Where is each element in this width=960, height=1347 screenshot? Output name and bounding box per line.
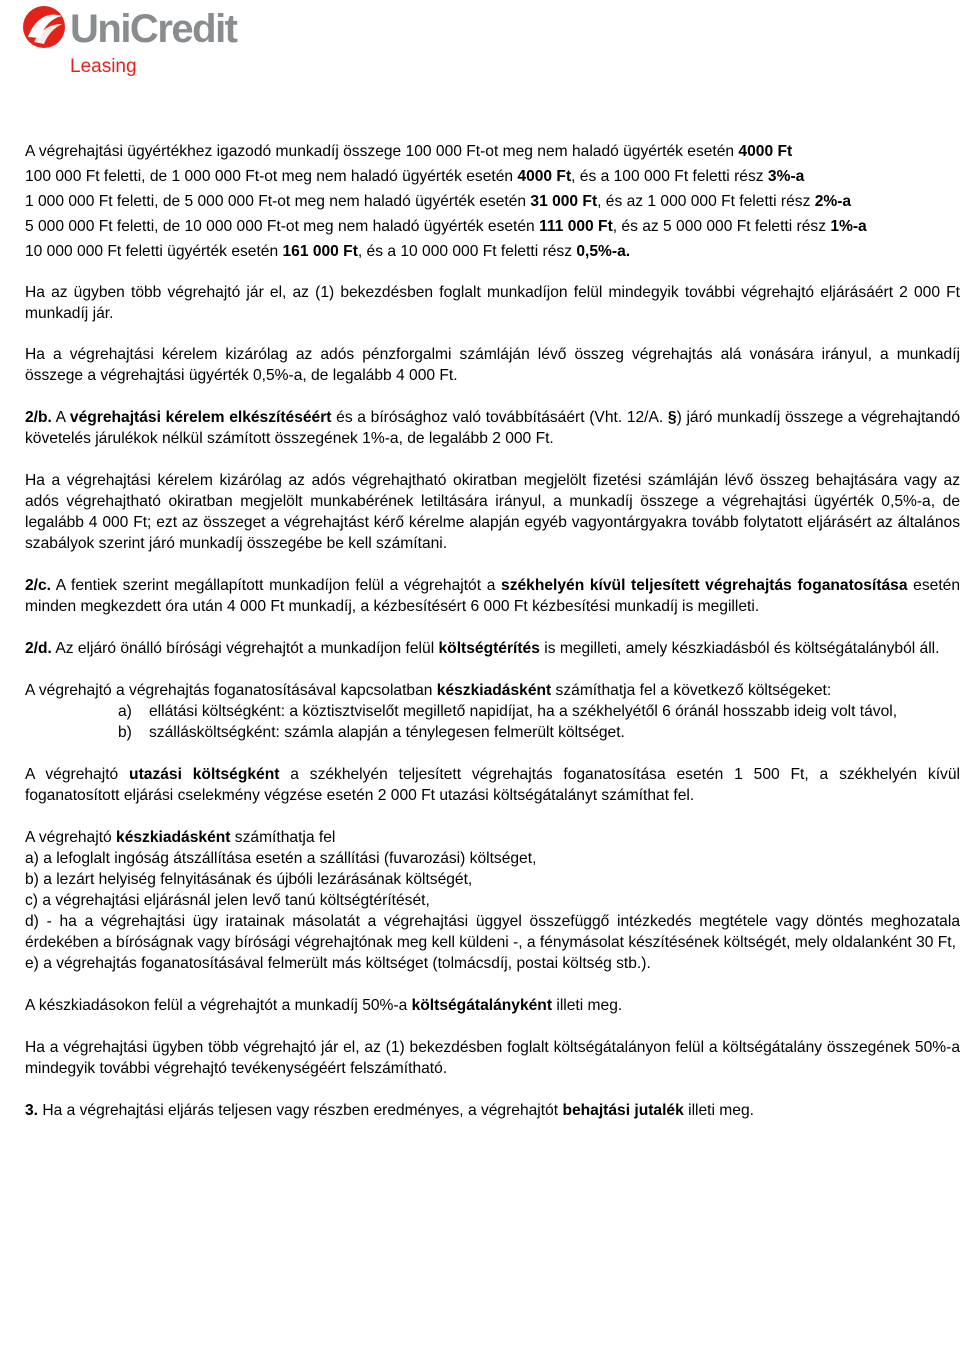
list-item: b) szállásköltségként: számla alapján a ténylegesen felmerült költséget. xyxy=(118,724,625,741)
tier-line: 5 000 000 Ft feletti, de 10 000 000 Ft-ot meg nem haladó ügyérték esetén 111 000 Ft, és az 5 000 000 Ft feletti rész 1%-a xyxy=(25,218,867,235)
expense-list xyxy=(25,701,960,743)
list-item: b) a lezárt helyiség felnyitásának és újbóli lezárásának költségét, xyxy=(25,871,473,888)
paragraph-account-only: Ha a végrehajtási kérelem kizárólag az adós pénzforgalmi számláján lévő összeg végrehajtás alá vonására irányul, a munkadíj összege a végrehajtási ügyérték 0,5%-a, de legalább 4 000 Ft. xyxy=(25,346,960,384)
section-2d: 2/d. Az eljáró önálló bírósági végrehajtót a munkadíjon felül költségtérítés is megilleti, amely készkiadásból és költségátalányból áll. xyxy=(25,640,940,657)
unicredit-leasing-logo xyxy=(22,4,262,76)
brand-name: UniCredit xyxy=(70,7,237,51)
section-3: 3. Ha a végrehajtási eljárás teljesen vagy részben eredményes, a végrehajtót behajtási jutalék illeti meg. xyxy=(25,1102,754,1119)
paragraph-multi-executor: Ha az ügyben több végrehajtó jár el, az (1) bekezdésben foglalt munkadíjon felül mindegyik további végrehajtó eljárásáért 2 000 Ft munkadíj jár. xyxy=(25,284,960,322)
section-2b: 2/b. A végrehajtási kérelem elkészítéséért és a bírósághoz való továbbításáért (Vht. 12/A. §) járó munkadíj összege a végrehajtandó követelés járulékok nélkül számított összegének 1%-a, de legalább 2 000 Ft. xyxy=(25,409,960,447)
unicredit-ball-icon xyxy=(23,6,65,48)
paragraph-document-based: Ha a végrehajtási kérelem kizárólag az adós végrehajtható okiratban megjelölt fizetési számláján lévő összeg behajtására vagy az adós végrehajtható okiratban megjelölt munkabérének letiltására irányul, a munkadíj összege a végrehajtási ügyérték 0,5%-a, de legalább 4 000 Ft; ezt az összeget a végrehajtást kérő kérelme alapján egyéb vagyontárgyakra tovább folytatott eljárásért az általános szabályok szerint járó munkadíj összegébe be kell számítani. xyxy=(25,472,960,552)
list-item: e) a végrehajtás foganatosításával felmerült más költséget (tolmácsdíj, postai költség stb.). xyxy=(25,955,651,972)
list-item: a) ellátási költségként: a köztisztviselőt megillető napidíjat, ha a székhelyétől 6 óránál hosszabb ideig volt távol, xyxy=(118,703,898,720)
list-item: a) a lefoglalt ingóság átszállítása esetén a szállítási (fuvarozási) költséget, xyxy=(25,850,537,867)
document-body xyxy=(25,141,960,1121)
cash-expense-block xyxy=(25,827,960,974)
fee-tiers xyxy=(25,141,960,262)
paragraph-flat-rate: A készkiadásokon felül a végrehajtót a munkadíj 50%-a költségátalányként illeti meg. xyxy=(25,997,623,1014)
paragraph-expenses-intro: A végrehajtó a végrehajtás foganatosításával kapcsolatban készkiadásként számíthatja fel a következő költségeket: xyxy=(25,682,832,699)
list-item: d) - ha a végrehajtási ügy iratainak másolatát a végrehajtási üggyel összefüggő intézkedés megtétele vagy döntés meghozatala érdekében a bíróságnak vagy bírósági végrehajtónak meg kell küldeni -, a fénymásolat készítésének költségét, mely oldalanként 30 Ft, xyxy=(25,913,960,951)
section-2c: 2/c. A fentiek szerint megállapított munkadíjon felül a végrehajtót a székhelyén kívül teljesített végrehajtás foganatosítása esetén minden megkezdett óra után 4 000 Ft munkadíj, a kézbesítésért 6 000 Ft kézbesítési munkadíj is megilleti. xyxy=(25,577,960,615)
cash-expense-intro: A végrehajtó készkiadásként számíthatja fel xyxy=(25,829,336,846)
paragraph-travel-costs: A végrehajtó utazási költségként a székhelyén teljesített végrehajtás foganatosítása esetén 1 500 Ft, a székhelyén kívül foganatosított eljárási cselekmény végzése esetén 2 000 Ft utazási költségátalányt számíthat fel. xyxy=(25,766,960,804)
paragraph-flat-multi: Ha a végrehajtási ügyben több végrehajtó jár el, az (1) bekezdésben foglalt költségátalányon felül a költségátalány összegének 50%-a mindegyik további végrehajtó tevékenységéért felszámítható. xyxy=(25,1039,960,1077)
tier-line: A végrehajtási ügyértékhez igazodó munkadíj összege 100 000 Ft-ot meg nem haladó ügyérték esetén 4000 Ft xyxy=(25,143,793,160)
list-item: c) a végrehajtási eljárásnál jelen levő tanú költségtérítését, xyxy=(25,892,430,909)
tier-line: 10 000 000 Ft feletti ügyérték esetén 161 000 Ft, és a 10 000 000 Ft feletti rész 0,5%-a. xyxy=(25,243,631,260)
tier-line: 1 000 000 Ft feletti, de 5 000 000 Ft-ot meg nem haladó ügyérték esetén 31 000 Ft, és az 1 000 000 Ft feletti rész 2%-a xyxy=(25,193,852,210)
brand-sub: Leasing xyxy=(70,56,137,76)
tier-line: 100 000 Ft feletti, de 1 000 000 Ft-ot meg nem haladó ügyérték esetén 4000 Ft, és a 100 000 Ft feletti rész 3%-a xyxy=(25,168,805,185)
